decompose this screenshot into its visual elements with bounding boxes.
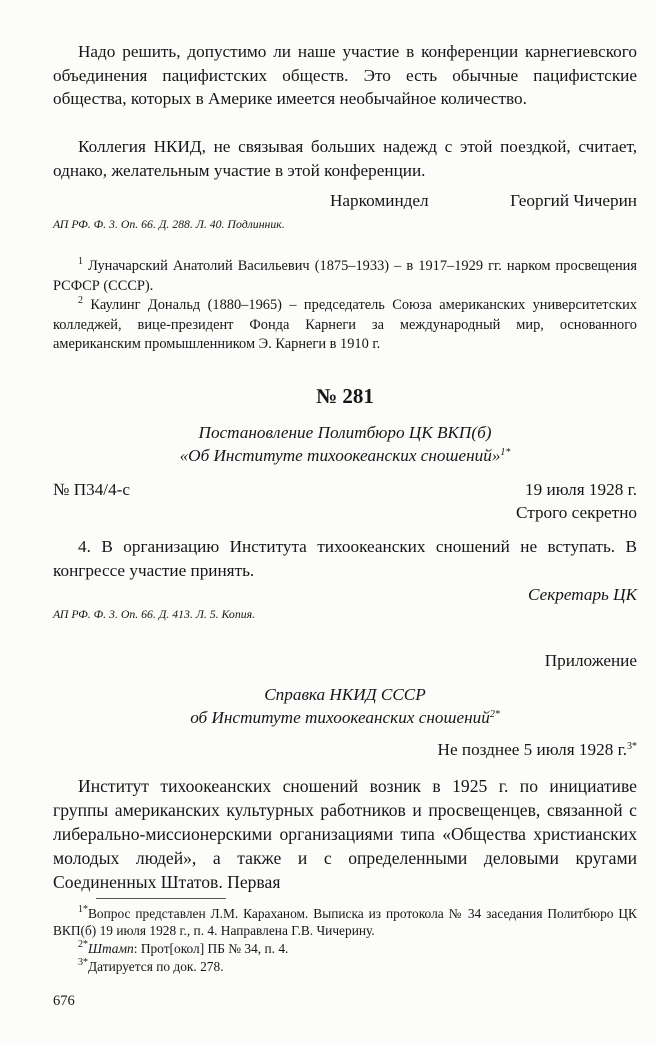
footnote-mark: 1 (78, 256, 83, 267)
footnote-separator (96, 898, 226, 899)
footnote-mark: 3* (78, 957, 88, 968)
footnote-text: Вопрос представлен Л.М. Караханом. Выписка из протокола № 34 заседания Политбюро ЦК ВКП(б) 19 июля 1928 г., п. 4. Направлена Г.В. Чичерину. (53, 906, 637, 939)
page-number: 676 (53, 993, 75, 1009)
secrecy-stamp: Строго секретно (515, 503, 637, 522)
archive-source-2: АП РФ. Ф. 3. Оп. 66. Д. 413. Л. 5. Копия. (53, 607, 256, 621)
footnote-mark: 2 (78, 295, 83, 306)
body-paragraph: Институт тихоокеанских сношений возник в 1925 г. по инициативе группы американских культурных работников и просвещенцев, связанной с либерально-миссионерскими организациями типа «Общества христианских молодых людей», а также и с определенными деловыми кругами Соединенных Штатов. Первая (53, 776, 637, 892)
appendix-label: Приложение (544, 651, 637, 670)
resolution-text: 4. В организацию Института тихоокеанских сношений не вступать. В конгрессе участие принять. (53, 537, 637, 580)
spravka-title-line-1: Справка НКИД СССР (264, 685, 426, 704)
footnote-1 (53, 257, 637, 296)
footnote-3-star (53, 958, 637, 975)
signature-role: Наркоминдел (330, 191, 429, 210)
date-note-mark: 3* (627, 741, 637, 752)
signature-block-1 (330, 189, 637, 213)
paragraph-collegium: Коллегия НКИД, не связывая больших надежд с этой поездкой, считает, однако, желательным участие в этой конференции. (53, 137, 637, 180)
protocol-header (53, 478, 637, 502)
spravka-date: Не позднее 5 июля 1928 г.$^{3*}$ (437, 740, 637, 759)
signature-name: Георгий Чичерин (510, 191, 637, 210)
document-title-line-1: Постановление Политбюро ЦК ВКП(б) (198, 423, 492, 442)
document-title-line-2: «Об Институте тихоокеанских сношений»$^{1*}$ (179, 446, 511, 465)
spravka-title-line-2: об Институте тихоокеанских сношений$^{2*}$ (190, 708, 500, 727)
footnote-text: : Прот[окол] ПБ № 34, п. 4. (133, 941, 289, 956)
document-number: № 281 (316, 384, 374, 408)
archive-source-1: АП РФ. Ф. 3. Оп. 66. Д. 288. Л. 40. Подлинник. (53, 217, 285, 231)
footnote-2 (53, 296, 637, 355)
spravka-note-mark: 2* (489, 709, 500, 720)
footnote-1-star (53, 905, 637, 939)
document-date: 19 июля 1928 г. (525, 480, 637, 499)
title-note-mark: 1* (500, 447, 511, 458)
footnote-2-star (53, 940, 637, 957)
footnote-text: Луначарский Анатолий Васильевич (1875–1933) – в 1917–1929 гг. нарком просвещения РСФСР (СССР). (53, 258, 637, 294)
signature-block-2: Секретарь ЦК (528, 585, 637, 604)
footnote-label: Штамп (88, 941, 134, 956)
protocol-number: № П34/4-с (53, 480, 131, 499)
paragraph-conference: Надо решить, допустимо ли наше участие в конференции карнегиевского объединения пацифистских обществ. Это есть обычные пацифистские общества, которых в Америке имеется необычайное количество. (53, 42, 637, 108)
footnote-mark: 2* (78, 939, 88, 950)
footnote-mark: 1* (78, 904, 88, 915)
footnote-text: Датируется по док. 278. (88, 959, 224, 974)
footnote-text: Каулинг Дональд (1880–1965) – председатель Союза американских университетских колледжей, вице-президент Фонда Карнеги за международный мир, основанного американским промышленником Э. Карнеги в 1910 г. (53, 297, 637, 353)
